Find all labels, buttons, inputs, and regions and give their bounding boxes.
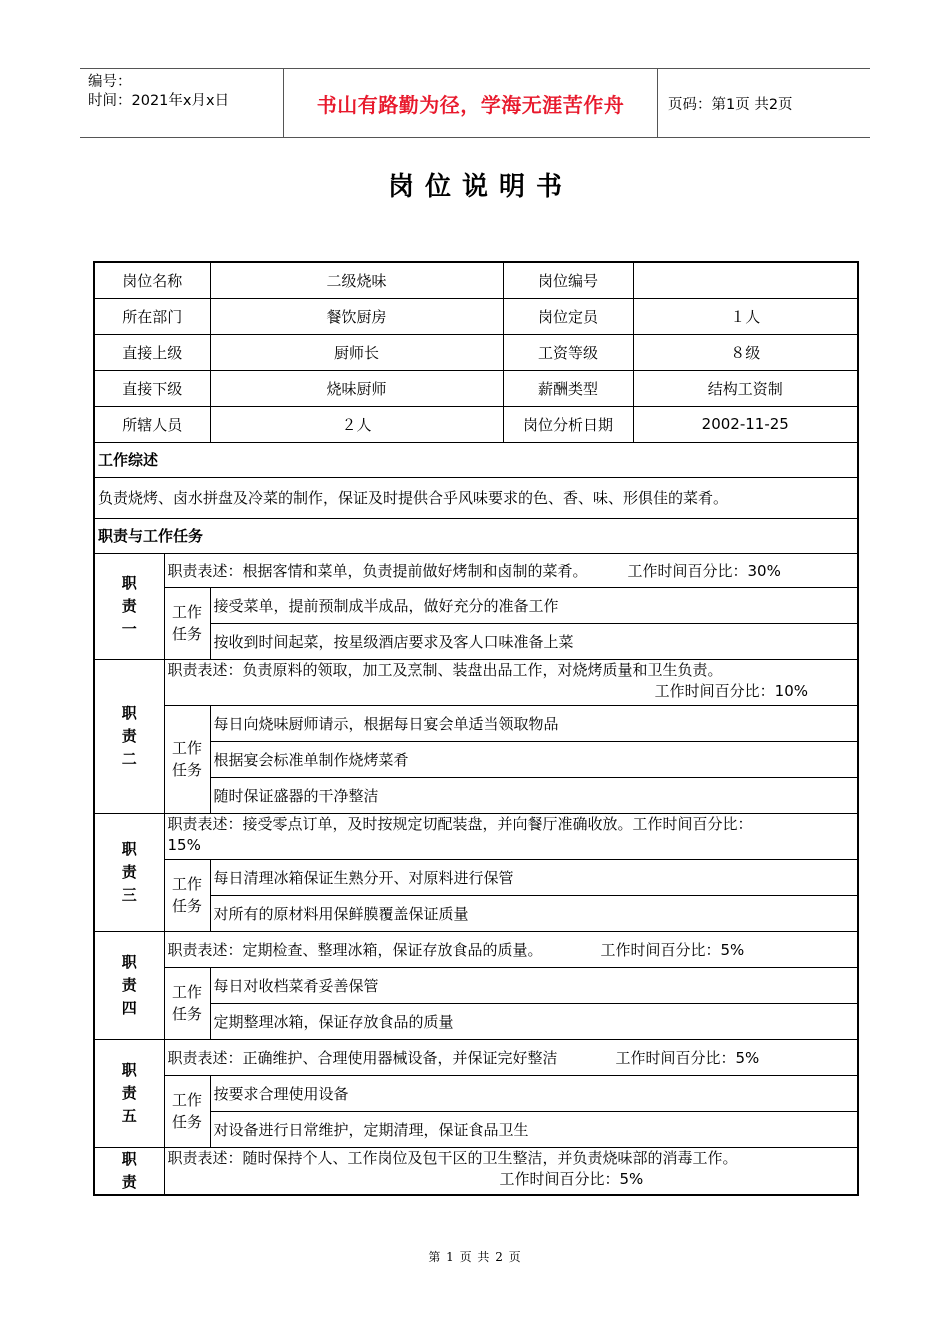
document-time: 时间：2021年x月x日 <box>88 93 230 109</box>
info-label: 岗位分析日期 <box>503 406 633 442</box>
task-item: 根据宴会标准单制作烧烤菜肴 <box>210 741 858 777</box>
summary-heading: 工作综述 <box>94 442 858 477</box>
job-description-table <box>93 261 859 1196</box>
info-value: 餐饮厨房 <box>210 298 503 334</box>
duty-time-percent: 工作时间百分比：10% <box>654 681 809 700</box>
info-label: 岗位名称 <box>94 262 210 298</box>
duty-label: 职 责 三 <box>94 813 164 931</box>
duty-description: 职责表述：定期检查、整理冰箱，保证存放食品的质量。 工作时间百分比：5% <box>164 931 858 967</box>
info-row <box>94 262 858 298</box>
task-label: 工作 任务 <box>164 859 210 931</box>
task-item: 对设备进行日常维护，定期清理，保证食品卫生 <box>210 1111 858 1147</box>
duty-description: 职责表述：正确维护、合理使用器械设备，并保证完好整洁 工作时间百分比：5% <box>164 1039 858 1075</box>
summary-text: 负责烧烤、卤水拼盘及冷菜的制作，保证及时提供合乎风味要求的色、香、味、形俱佳的菜肴。 <box>94 477 858 518</box>
info-label: 岗位定员 <box>503 298 633 334</box>
header-motto: 书山有路勤为径，学海无涯苦作舟 <box>283 69 658 137</box>
page-header <box>80 68 870 138</box>
info-value: 厨师长 <box>210 334 503 370</box>
info-label: 所在部门 <box>94 298 210 334</box>
info-label: 工资等级 <box>503 334 633 370</box>
info-value: 2002-11-25 <box>633 406 858 442</box>
header-page-info: 页码：第1页 共2页 <box>668 96 793 113</box>
task-item: 定期整理冰箱，保证存放食品的质量 <box>210 1003 858 1039</box>
info-row <box>94 370 858 406</box>
task-label: 工作 任务 <box>164 1075 210 1147</box>
info-value: ２人 <box>210 406 503 442</box>
duty-row <box>94 813 858 859</box>
task-item: 接受菜单，提前预制成半成品，做好充分的准备工作 <box>210 587 858 623</box>
info-value: １人 <box>633 298 858 334</box>
info-label: 薪酬类型 <box>503 370 633 406</box>
info-label: 直接上级 <box>94 334 210 370</box>
info-value <box>633 262 858 298</box>
duty-time-percent: 工作时间百分比：5% <box>615 1048 760 1067</box>
duty-row <box>94 659 858 705</box>
duty-label: 职 责 二 <box>94 659 164 813</box>
document-title: 岗位说明书 <box>387 172 573 202</box>
task-item: 对所有的原材料用保鲜膜覆盖保证质量 <box>210 895 858 931</box>
duty-time-percent: 15% <box>167 835 201 854</box>
task-item: 每日清理冰箱保证生熟分开、对原料进行保管 <box>210 859 858 895</box>
duty-row <box>94 931 858 967</box>
page-footer: 第 1 页 共 2 页 <box>428 1250 522 1264</box>
task-item: 按要求合理使用设备 <box>210 1075 858 1111</box>
header-meta <box>80 69 283 137</box>
duty-description: 职责表述：负责原料的领取，加工及烹制、装盘出品工作，对烧烤质量和卫生负责。 工作时间百分比：10% <box>164 659 858 705</box>
info-label: 岗位编号 <box>503 262 633 298</box>
duty-time-percent: 工作时间百分比：5% <box>600 940 745 959</box>
info-label: 所辖人员 <box>94 406 210 442</box>
duty-row <box>94 553 858 587</box>
info-value: 二级烧味 <box>210 262 503 298</box>
task-label: 工作 任务 <box>164 967 210 1039</box>
info-label: 直接下级 <box>94 370 210 406</box>
task-item: 每日向烧味厨师请示，根据每日宴会单适当领取物品 <box>210 705 858 741</box>
task-item: 按收到时间起菜，按星级酒店要求及客人口味准备上菜 <box>210 623 858 659</box>
info-row <box>94 298 858 334</box>
duties-heading: 职责与工作任务 <box>94 518 858 553</box>
info-value: 结构工资制 <box>633 370 858 406</box>
duty-time-percent: 工作时间百分比：5% <box>499 1169 644 1188</box>
duty-label: 职 责 四 <box>94 931 164 1039</box>
info-row <box>94 334 858 370</box>
info-value: ８级 <box>633 334 858 370</box>
duty-label: 职 责 一 <box>94 553 164 659</box>
task-label: 工作 任务 <box>164 587 210 659</box>
task-label: 工作 任务 <box>164 705 210 813</box>
info-value: 烧味厨师 <box>210 370 503 406</box>
duty-time-percent: 工作时间百分比：30% <box>627 561 781 580</box>
duty-description: 职责表述：根据客情和菜单，负责提前做好烤制和卤制的菜肴。 工作时间百分比：30% <box>164 553 858 587</box>
duty-description: 职责表述：随时保持个人、工作岗位及包干区的卫生整洁，并负责烧味部的消毒工作。 工作时间百分比：5% <box>164 1147 858 1195</box>
duty-label: 职 责 五 <box>94 1039 164 1147</box>
info-row <box>94 406 858 442</box>
duty-label: 职 责 <box>94 1147 164 1195</box>
duty-row <box>94 1147 858 1195</box>
document-number-label: 编号： <box>88 74 132 90</box>
duty-description: 职责表述：接受零点订单，及时按规定切配装盘，并向餐厅准确收放。工作时间百分比： 15% <box>164 813 858 859</box>
task-item: 每日对收档菜肴妥善保管 <box>210 967 858 1003</box>
duty-row <box>94 1039 858 1075</box>
task-item: 随时保证盛器的干净整洁 <box>210 777 858 813</box>
